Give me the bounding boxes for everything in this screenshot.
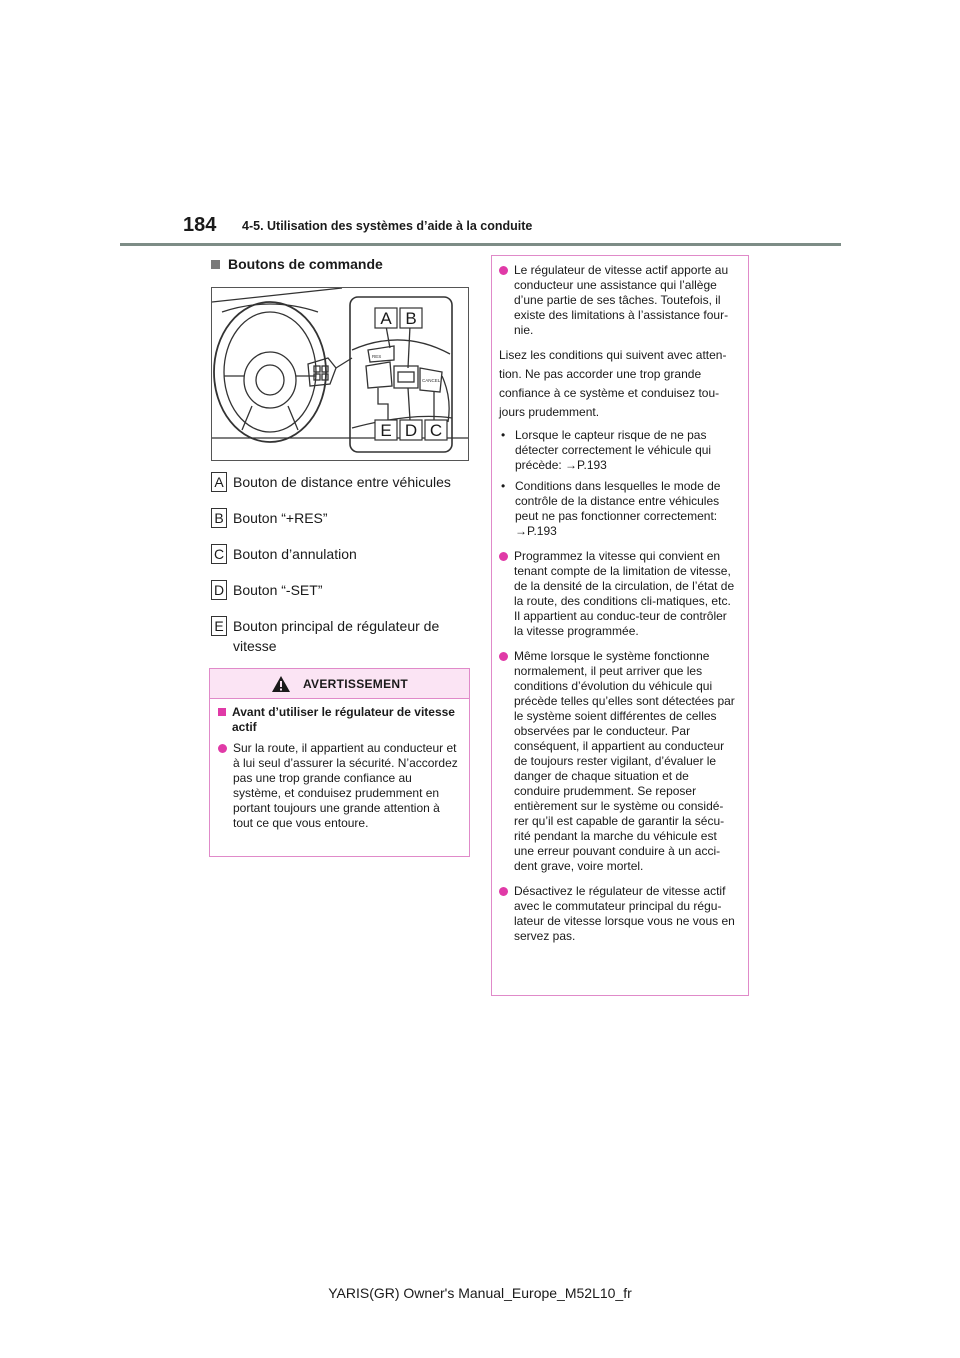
callout-c: C <box>429 421 443 440</box>
bullet-dot-icon <box>218 744 227 753</box>
legend-letter: A <box>211 472 227 492</box>
callout-d: D <box>404 421 418 440</box>
note-text: Programmez la vitesse qui convient en tenant compte de la limitation de vitesse, de la densité de la circulation, de l’état de la route, des conditions cli-matiques, etc. Il appartient au conduc-teur de contrôler la vitesse programmée. <box>514 549 735 638</box>
bullet-dot-icon <box>499 652 508 661</box>
warning-title: AVERTISSEMENT <box>302 676 409 691</box>
warning-subheading <box>218 705 459 735</box>
warning-triangle-icon <box>271 675 291 693</box>
page-reference-link[interactable]: →P.193 <box>515 524 557 538</box>
callout-legend <box>211 472 471 662</box>
section-heading-text: Boutons de commande <box>228 256 383 272</box>
steering-wheel-illustration <box>212 288 468 460</box>
section-heading <box>211 256 383 272</box>
legend-text: Bouton “+RES” <box>233 510 328 526</box>
note-text: Même lorsque le système fonctionne normalement, il peut arriver que les conditions d’évolution du véhicule qui précède telles qu’elles sont détectées par le système soient différentes de celles observées par le conducteur. Par conséquent, il appartient au conducteur de toujours rester vigilant, d’évaluer le danger de chaque situation et de conduire prudemment. Se reposer entièrement sur le système ou considé-rer qu’il est capable de garantir la sécu-rité pendant la marche du véhicule est une erreur pouvant conduire à un acci-dent grave, voire mortel. <box>514 649 735 873</box>
legend-text: Bouton principal de régulateur de <box>233 618 440 634</box>
legend-item <box>211 472 471 508</box>
bullet-dot-icon <box>499 266 508 275</box>
page-reference-link[interactable]: →P.193 <box>565 458 607 472</box>
page-number: 184 <box>183 214 217 236</box>
legend-item <box>211 544 471 580</box>
bullet-dot-icon <box>499 552 508 561</box>
square-bullet-icon <box>211 260 220 269</box>
callout-b: B <box>405 309 417 328</box>
legend-letter: E <box>211 616 227 636</box>
note-bullet <box>499 649 738 874</box>
note-sub-text <box>515 479 738 539</box>
warning-bullet <box>218 741 459 831</box>
legend-text-continued: vitesse <box>233 638 277 654</box>
sub-bullet-mark: • <box>501 428 506 442</box>
note-paragraph-line: jours prudemment. <box>499 405 600 419</box>
bullet-dot-icon <box>499 887 508 896</box>
square-bullet-icon <box>218 708 226 716</box>
note-paragraph-line: tion. Ne pas accorder une trop grande <box>499 367 702 381</box>
callout-a: A <box>380 309 392 328</box>
note-sub-bullet <box>499 428 738 473</box>
warning-header <box>210 669 469 699</box>
note-text: Le régulateur de vitesse actif apporte au conducteur une assistance qui l’allège d’une partie de ses tâches. Toutefois, il existe des limitations à l’assistance four-nie. <box>514 263 729 337</box>
legend-letter: D <box>211 580 227 600</box>
callout-e: E <box>380 421 392 440</box>
warning-bullet-text: Sur la route, il appartient au conducteur et à lui seul d’assurer la sécurité. N’accordez pas une trop grande confiance au système, et conduisez prudemment en portant toujours une grande attention à tout ce que vous entoure. <box>233 741 458 830</box>
footer-manual-id: YARIS(GR) Owner's Manual_Europe_M52L10_fr <box>328 1285 632 1301</box>
legend-letter: C <box>211 544 227 564</box>
legend-item <box>211 580 471 616</box>
header-rule <box>120 243 841 246</box>
note-text: Désactivez le régulateur de vitesse actif avec le commutateur principal du régu-lateur de vitesse lorsque vous ne vous en servez pas. <box>514 884 735 943</box>
legend-item <box>211 616 471 662</box>
note-sub-bullet <box>499 479 738 539</box>
note-paragraph-line: Lisez les conditions qui suivent avec atten- <box>499 348 727 362</box>
legend-item <box>211 508 471 544</box>
steering-wheel-figure <box>211 287 469 461</box>
note-bullet <box>499 263 738 338</box>
legend-text: Bouton d’annulation <box>233 546 357 562</box>
warning-box <box>209 668 470 857</box>
warning-body <box>210 699 469 831</box>
note-bullet <box>499 549 738 639</box>
warning-subheading-text: Avant d’utiliser le régulateur de vitesse actif <box>232 705 455 734</box>
note-sub-text-body: Conditions dans lesquelles le mode de contrôle de la distance entre véhicules peut ne pas fonctionner correctement: <box>515 479 721 523</box>
legend-letter: B <box>211 508 227 528</box>
notes-box <box>491 255 749 996</box>
cancel-switch-label: CANCEL <box>422 378 441 383</box>
note-sub-text-body: Lorsque le capteur risque de ne pas détecter correctement le véhicule qui précède: <box>515 428 712 472</box>
chapter-title: 4-5. Utilisation des systèmes d’aide à la conduite <box>242 219 533 233</box>
note-sub-text <box>515 428 738 473</box>
note-bullet <box>499 884 738 944</box>
note-paragraph-line: confiance à ce système et conduisez tou- <box>499 386 720 400</box>
res-switch-label: RES <box>372 354 382 359</box>
legend-text: Bouton “-SET” <box>233 582 323 598</box>
legend-text: Bouton de distance entre véhicules <box>233 474 451 490</box>
sub-bullet-mark: • <box>501 479 506 493</box>
